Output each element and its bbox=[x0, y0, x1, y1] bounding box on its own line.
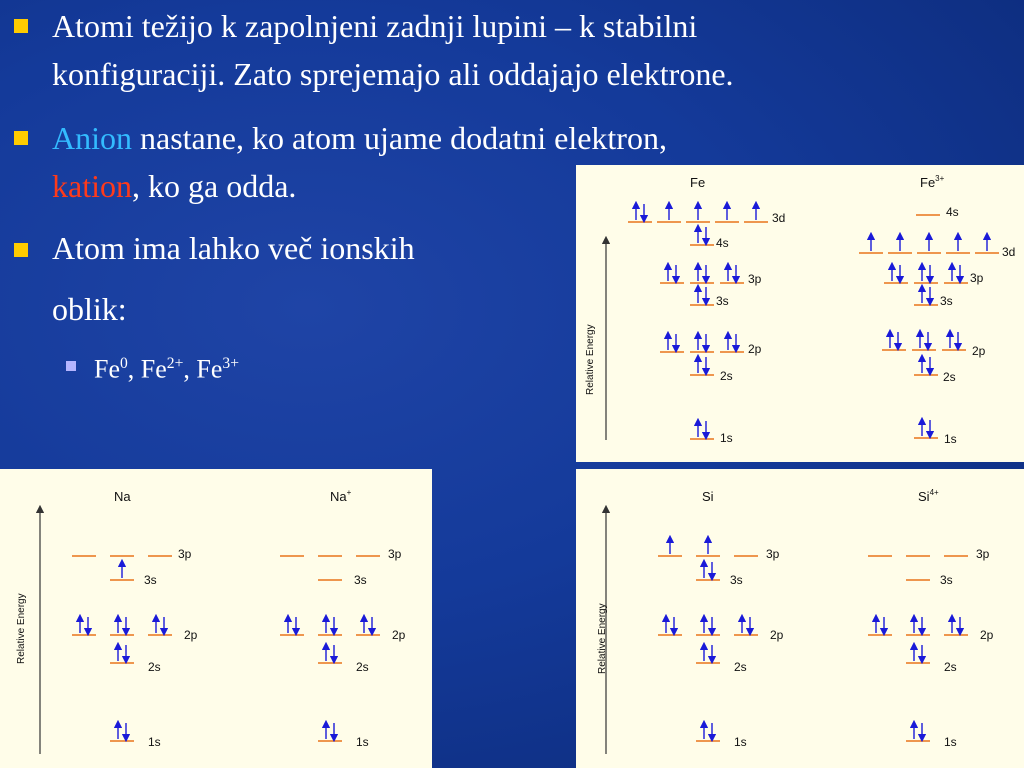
orbital-label: 1s bbox=[148, 735, 161, 749]
orbital-label: 3d bbox=[1002, 245, 1016, 259]
si-levels bbox=[658, 539, 784, 749]
orbital-label: 2s bbox=[943, 370, 956, 384]
fe-ion-levels bbox=[859, 205, 1015, 446]
orbital-label: 2s bbox=[356, 660, 369, 674]
orbital-label: 2p bbox=[972, 344, 986, 358]
sub-bullet-marker bbox=[66, 361, 76, 371]
si-diagram-svg bbox=[576, 469, 1024, 768]
fe-levels bbox=[628, 204, 785, 445]
orbital-label: 1s bbox=[944, 432, 957, 446]
orbital-label: 2p bbox=[392, 628, 406, 642]
orbital-label: 3p bbox=[766, 547, 780, 561]
orbital-label: 3p bbox=[388, 547, 402, 561]
orbital-label: 1s bbox=[734, 735, 747, 749]
orbital-label: 3s bbox=[730, 573, 743, 587]
bullet-marker bbox=[14, 131, 28, 145]
orbital-label: 3p bbox=[976, 547, 990, 561]
orbital-label: 1s bbox=[944, 735, 957, 749]
orbital-label: 2s bbox=[944, 660, 957, 674]
orbital-label: 3s bbox=[716, 294, 729, 308]
kation-term: kation bbox=[52, 168, 132, 204]
orbital-label: 3p bbox=[178, 547, 192, 561]
orbital-label: 1s bbox=[720, 431, 733, 445]
orbital-label: 1s bbox=[356, 735, 369, 749]
bullet-2-line-2 bbox=[52, 164, 296, 208]
sub-bullet-fe-ions: Fe$^0$, $Fe^{2+}$, $Fe^{3+}$ bbox=[94, 354, 239, 384]
bullet-2-rest: nastane, ko atom ujame dodatni elektron, bbox=[132, 120, 667, 156]
si-ion-levels bbox=[868, 547, 994, 749]
orbital-label: 3p bbox=[970, 271, 984, 285]
orbital-label: 3s bbox=[940, 294, 953, 308]
fe-diagram-svg bbox=[576, 165, 1024, 462]
si-orbital-diagram bbox=[576, 469, 1024, 768]
si-title: Si bbox=[702, 489, 714, 504]
orbital-label: 2s bbox=[148, 660, 161, 674]
orbital-label: 3p bbox=[748, 272, 762, 286]
na-ion-title: Na+ bbox=[330, 488, 352, 504]
orbital-label: 4s bbox=[716, 236, 729, 250]
orbital-label: 3d bbox=[772, 211, 786, 225]
na-title: Na bbox=[114, 489, 131, 504]
orbital-label: 2p bbox=[748, 342, 762, 356]
si-ion-title: $Si^{4+}$ bbox=[918, 488, 939, 504]
y-axis-label: Relative Energy bbox=[597, 603, 608, 674]
orbital-label: 4s bbox=[946, 205, 959, 219]
orbital-label: 2p bbox=[770, 628, 784, 642]
na-levels bbox=[72, 547, 198, 749]
orbital-label: 2p bbox=[980, 628, 994, 642]
bullet-1-line-2: konfiguraciji. Zato sprejemajo ali oddajajo elektrone. bbox=[52, 56, 734, 92]
orbital-label: 2s bbox=[734, 660, 747, 674]
bullet-2-line-1 bbox=[52, 116, 667, 160]
bullet-marker bbox=[14, 243, 28, 257]
fe-title: Fe bbox=[690, 175, 706, 190]
na-orbital-diagram bbox=[0, 469, 432, 768]
anion-term: Anion bbox=[52, 120, 132, 156]
fe-orbital-diagram bbox=[576, 165, 1024, 462]
y-axis-label: Relative Energy bbox=[585, 324, 596, 395]
orbital-label: 3s bbox=[940, 573, 953, 587]
orbital-label: 2s bbox=[720, 369, 733, 383]
y-axis-label: Relative Energy bbox=[16, 593, 27, 664]
bullet-3-line-1: Atom ima lahko več ionskih bbox=[52, 230, 415, 266]
bullet-marker bbox=[14, 19, 28, 33]
fe-ion-title: $Fe^{3+}$ bbox=[920, 174, 945, 190]
bullet-1-line-1: Atomi težijo k zapolnjeni zadnji lupini – k stabilni bbox=[52, 8, 698, 44]
bullet-2-tail: , ko ga odda. bbox=[131, 168, 297, 204]
orbital-label: 3s bbox=[354, 573, 367, 587]
na-diagram-svg bbox=[0, 469, 432, 768]
na-ion-levels bbox=[280, 547, 406, 749]
orbital-label: 2p bbox=[184, 628, 198, 642]
bullet-3-line-2: oblik: bbox=[52, 291, 127, 327]
orbital-label: 3s bbox=[144, 573, 157, 587]
